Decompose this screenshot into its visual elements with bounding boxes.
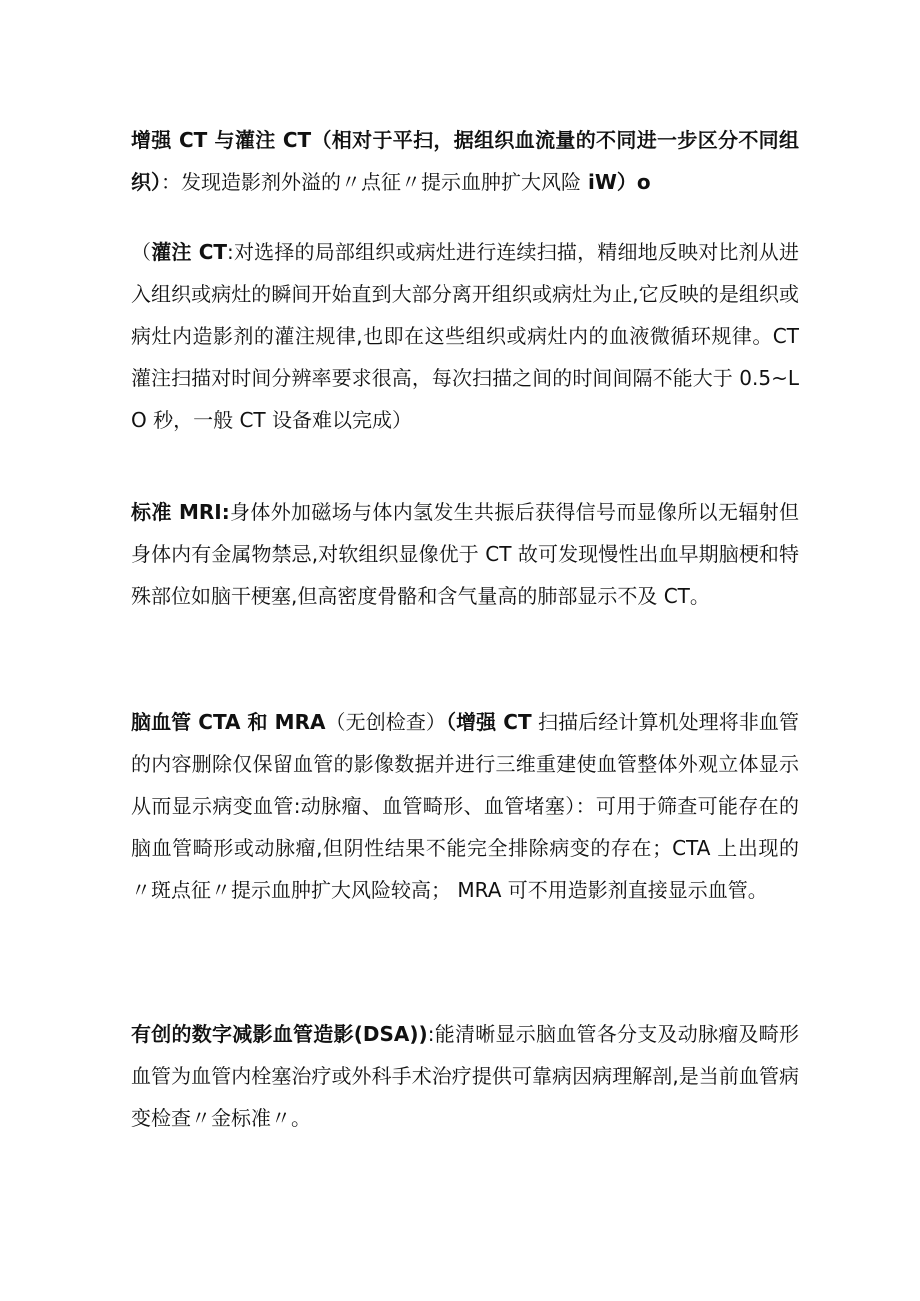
paragraph-standard-mri: [131, 491, 799, 617]
paragraph-enhanced-ct: [131, 119, 799, 203]
heading-dsa: 有创的数字减影血管造影(DSA)): [131, 1022, 428, 1046]
body-cta-mra: 扫描后经计算机处理将非血管的内容删除仅保留血管的影像数据并进行三维重建使血管整体外观立体显示从而显示病变血管:动脉瘤、血管畸形、血管堵塞）：可用于筛查可能存在的脑血管畸形或动脉瘤,但阴性结果不能完全排除病变的存在；CTA 上出现的〃斑点征〃提示血肿扩大风险较高； MRA 可不用造影剂直接显示血管。: [131, 710, 799, 902]
body-cta-mra-note: （无创检查）: [325, 710, 447, 734]
heading-cta-mra-enhanced: （增强 CT: [446, 710, 532, 734]
heading-enhanced-ct: 增强 CT 与灌注 CT（相对于平扫，据组织血流量的不同进一步区分不同组织）: [131, 128, 799, 194]
paragraph-cta-mra: [131, 701, 799, 911]
paragraph-dsa: [131, 1013, 799, 1139]
heading-cta-mra: 脑血管 CTA 和 MRA: [131, 710, 326, 734]
body-dsa: :能清晰显示脑血管各分支及动脉瘤及畸形血管为血管内栓塞治疗或外科手术治疗提供可靠病因病理解剖,是当前血管病变检查〃金标准〃。: [131, 1022, 799, 1130]
heading-perfusion-ct: 灌注 CT: [151, 240, 228, 264]
body-enhanced-ct: ：发现造影剂外溢的〃点征〃提示血肿扩大风险: [161, 170, 581, 194]
paragraph-perfusion-ct: [131, 231, 799, 441]
body-standard-mri: 身体外加磁场与体内氢发生共振后获得信号而显像所以无辐射但身体内有金属物禁忌,对软组织显像优于 CT 故可发现慢性出血早期脑梗和特殊部位如脑干梗塞,但高密度骨骼和含气量高的肺部显示不及 CT。: [131, 500, 799, 608]
open-paren: （: [131, 240, 152, 264]
body-enhanced-ct-tail: iW）o: [581, 170, 651, 194]
body-perfusion-ct: :对选择的局部组织或病灶进行连续扫描，精细地反映对比剂从进入组织或病灶的瞬间开始直到大部分离开组织或病灶为止,它反映的是组织或病灶内造影剂的灌注规律,也即在这些组织或病灶内的血液微循环规律。CT 灌注扫描对时间分辨率要求很高，每次扫描之间的时间间隔不能大于 0.5~LO 秒，一般 CT 设备难以完成）: [131, 240, 799, 432]
heading-standard-mri: 标准 MRI:: [131, 500, 230, 524]
